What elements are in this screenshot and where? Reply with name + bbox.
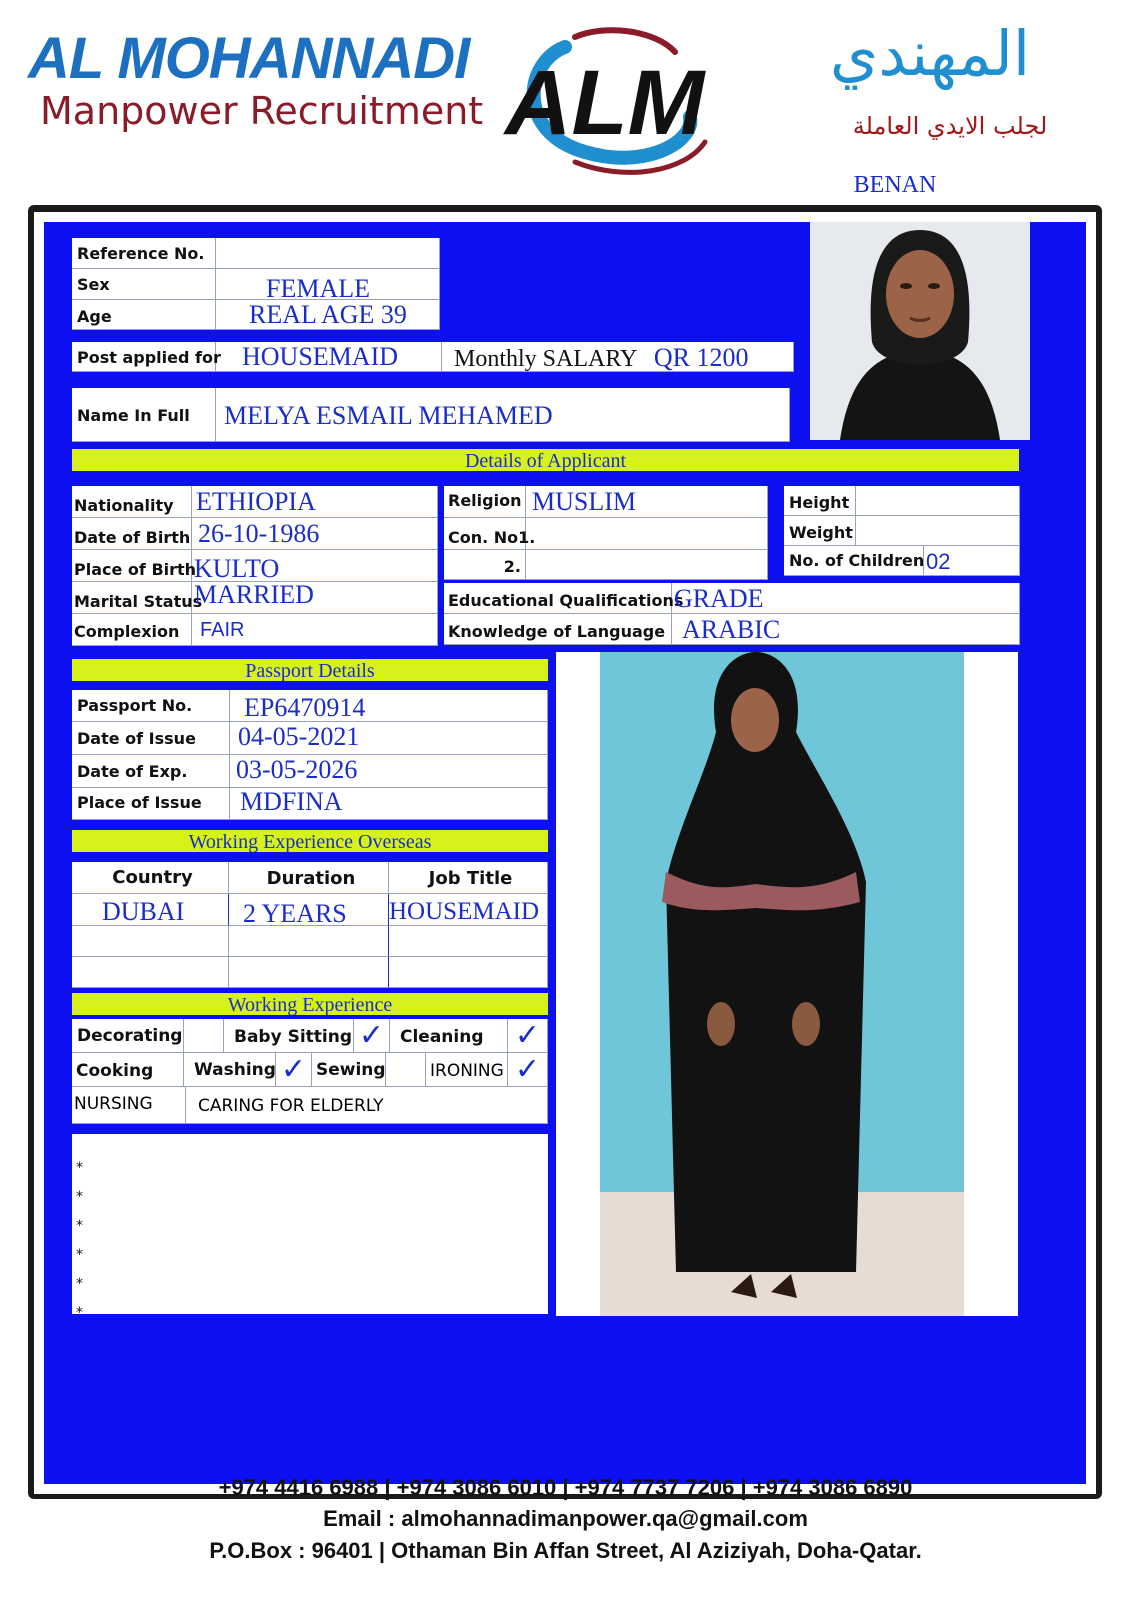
portrait-photo <box>810 222 1030 440</box>
passport-issue-value: 04-05-2021 <box>230 722 548 755</box>
overseas-header-country: Country <box>72 862 229 894</box>
skill-ironing: IRONING <box>426 1053 508 1087</box>
salary-label: Monthly SALARY <box>454 346 638 372</box>
footer-address: P.O.Box : 96401 | Othaman Bin Affan Street, Al Aziziyah, Doha-Qatar. <box>209 1538 922 1563</box>
cleaning-check-icon: ✓ <box>508 1019 548 1053</box>
name-label: Name In Full <box>72 388 216 442</box>
pob-value: KULTO <box>192 550 438 582</box>
overseas-row-jobtitle <box>389 926 548 957</box>
name-value: MELYA ESMAIL MEHAMED <box>216 388 790 442</box>
religion-label: Religion <box>444 486 526 518</box>
passport-place-label: Place of Issue <box>72 788 230 820</box>
marital-value: MARRIED <box>192 582 438 614</box>
skill-sewing: Sewing <box>312 1053 386 1087</box>
weight-value <box>856 516 1020 546</box>
overseas-row-duration <box>229 957 389 988</box>
contact1-label: Con. No1. <box>444 518 526 550</box>
post-row <box>72 342 794 372</box>
applicant-middle-table <box>444 486 768 580</box>
skills-table <box>72 1019 548 1124</box>
skill-nursing: NURSING <box>72 1087 186 1124</box>
overseas-row-duration: 2 YEARS <box>229 894 389 926</box>
overseas-table <box>72 862 548 988</box>
contact2-value <box>526 550 768 580</box>
ironing-check-icon: ✓ <box>508 1053 548 1087</box>
complexion-label: Complexion <box>72 614 192 646</box>
note-bullet: * <box>76 1189 83 1205</box>
skill-washing: Washing <box>184 1053 276 1087</box>
alm-logo-text: ALM <box>505 52 705 154</box>
sex-label: Sex <box>72 269 216 300</box>
overseas-row-jobtitle <box>389 957 548 988</box>
reference-label: Reference No. <box>72 238 216 269</box>
skill-baby-sitting: Baby Sitting <box>224 1019 354 1053</box>
notes-bullets <box>76 1154 83 1328</box>
skills-section-title: Working Experience <box>72 993 548 1015</box>
applicant-section-title: Details of Applicant <box>72 449 1019 471</box>
brand-tagline: Manpower Recruitment <box>40 89 484 133</box>
skill-decorating: Decorating <box>72 1019 184 1053</box>
skill-cleaning: Cleaning <box>390 1019 508 1053</box>
passport-issue-label: Date of Issue <box>72 722 230 755</box>
height-label: Height <box>784 486 856 516</box>
education-value: GRADE <box>672 583 1020 614</box>
children-value: 02 <box>924 546 1020 576</box>
overseas-row-duration <box>229 926 389 957</box>
sex-value: FEMALE <box>216 269 440 300</box>
skill-sewing-check <box>386 1053 426 1087</box>
salary-value: QR 1200 <box>653 343 749 372</box>
note-bullet: * <box>76 1218 83 1234</box>
note-bullet: * <box>76 1247 83 1263</box>
overseas-row-country <box>72 926 229 957</box>
nationality-label: Nationality <box>72 486 192 518</box>
footer-email: Email : almohannadimanpower.qa@gmail.com <box>323 1506 808 1531</box>
religion-value: MUSLIM <box>526 486 768 518</box>
weight-label: Weight <box>784 516 856 546</box>
pob-label: Place of Birth <box>72 550 192 582</box>
age-label: Age <box>72 300 216 330</box>
dob-value: 26-10-1986 <box>192 518 438 550</box>
skill-decorating-check <box>184 1019 224 1053</box>
overseas-row-country <box>72 957 229 988</box>
passport-exp-value: 03-05-2026 <box>230 755 548 788</box>
footer-phones: +974 4416 6988 | +974 3086 6010 | +974 7737 7206 | +974 3086 6890 <box>218 1475 913 1500</box>
note-bullet: * <box>76 1160 83 1176</box>
passport-table <box>72 690 548 820</box>
alm-logo-swoosh-icon <box>505 22 730 182</box>
baby-sitting-check-icon: ✓ <box>354 1019 390 1053</box>
contact1-value <box>526 518 768 550</box>
age-value: REAL AGE 39 <box>216 300 440 330</box>
overseas-header-duration: Duration <box>229 862 389 894</box>
education-language-table <box>444 583 1020 645</box>
marital-label: Marital Status <box>72 582 192 614</box>
alm-logo <box>505 22 730 182</box>
skill-cooking: Cooking <box>72 1053 184 1087</box>
full-body-photo <box>556 652 1018 1316</box>
height-value <box>856 486 1020 516</box>
passport-exp-label: Date of Exp. <box>72 755 230 788</box>
arabic-brand: المهندي <box>829 17 1031 90</box>
notes-box <box>72 1134 548 1321</box>
arabic-tagline: لجلب الايدي العاملة <box>852 112 1048 140</box>
skill-caring-elderly: CARING FOR ELDERLY <box>186 1087 548 1124</box>
name-row <box>72 388 790 442</box>
basic-info-table <box>72 238 440 330</box>
passport-place-value: MDFINA <box>230 788 548 820</box>
passport-no-label: Passport No. <box>72 690 230 722</box>
dob-label: Date of Birth <box>72 518 192 550</box>
note-bullet: * <box>76 1305 83 1321</box>
passport-section-title: Passport Details <box>72 659 548 681</box>
reference-value <box>216 238 440 269</box>
nationality-value: ETHIOPIA <box>192 486 438 518</box>
brand-name: AL MOHANNADI <box>28 26 470 91</box>
washing-check-icon: ✓ <box>276 1053 312 1087</box>
children-label: No. of Children <box>784 546 924 576</box>
applicant-left-table <box>72 486 438 646</box>
contact2-label: 2. <box>444 550 526 580</box>
complexion-value: FAIR <box>192 614 438 646</box>
overseas-row-jobtitle: HOUSEMAID <box>389 894 548 926</box>
agent-tag: BENAN <box>853 172 937 198</box>
post-label: Post applied for <box>72 342 216 372</box>
overseas-header-jobtitle: Job Title <box>389 862 548 894</box>
language-label: Knowledge of Language <box>444 614 672 645</box>
overseas-section-title: Working Experience Overseas <box>72 830 548 852</box>
education-label: Educational Qualifications <box>444 583 672 614</box>
applicant-right-table <box>784 486 1020 576</box>
post-value: HOUSEMAID <box>216 342 442 372</box>
passport-no-value: EP6470914 <box>230 690 548 722</box>
language-value: ARABIC <box>672 614 1020 645</box>
overseas-row-country: DUBAI <box>72 894 229 926</box>
note-bullet: * <box>76 1276 83 1292</box>
salary-cell <box>442 342 794 372</box>
